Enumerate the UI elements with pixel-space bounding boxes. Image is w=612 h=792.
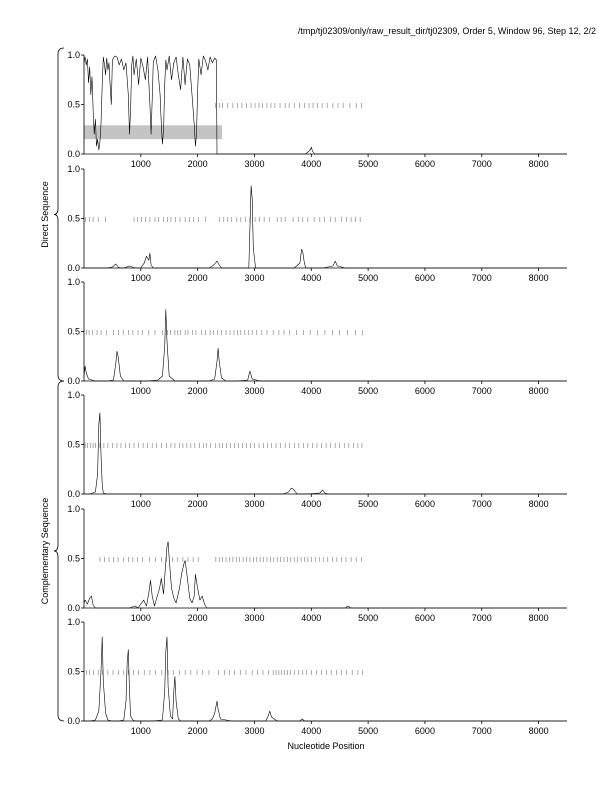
x-tick-label: 6000	[414, 386, 435, 396]
y-tick-label: 0.0	[67, 149, 80, 159]
x-tick-label: 5000	[358, 726, 379, 736]
x-tick-label: 3000	[244, 273, 265, 283]
x-tick-label: 4000	[301, 273, 322, 283]
x-tick-label: 3000	[244, 159, 265, 169]
x-tick-label: 6000	[414, 613, 435, 623]
x-tick-label: 5000	[358, 386, 379, 396]
header-title: /tmp/tj02309/only/raw_result_dir/tj02309, Order 5, Window 96, Step 12, 2/2	[297, 26, 596, 36]
x-tick-label: 4000	[301, 726, 322, 736]
group-label-complementary: Complementary Sequence	[40, 497, 50, 605]
panel-complementary-frame-2	[67, 504, 567, 623]
x-tick-label: 5000	[358, 159, 379, 169]
x-tick-label: 1000	[130, 273, 151, 283]
y-tick-label: 1.0	[67, 504, 80, 514]
x-tick-label: 7000	[471, 159, 492, 169]
x-tick-label: 8000	[528, 499, 549, 509]
y-tick-label: 1.0	[67, 50, 80, 60]
y-tick-label: 0.5	[67, 553, 80, 564]
y-tick-label: 0.5	[67, 439, 80, 450]
x-tick-label: 5000	[358, 613, 379, 623]
panel-complementary-frame-1	[67, 390, 567, 509]
x-tick-label: 2000	[187, 159, 208, 169]
x-tick-label: 1000	[130, 386, 151, 396]
y-tick-label: 0.0	[67, 716, 80, 726]
x-tick-label: 1000	[130, 499, 151, 509]
x-tick-label: 2000	[187, 273, 208, 283]
x-tick-label: 7000	[471, 613, 492, 623]
x-tick-label: 4000	[301, 386, 322, 396]
x-tick-label: 1000	[130, 159, 151, 169]
plot-panels	[67, 50, 567, 736]
x-tick-label: 8000	[528, 273, 549, 283]
series-line-frame-2	[84, 186, 567, 268]
x-tick-label: 8000	[528, 159, 549, 169]
x-tick-label: 7000	[471, 726, 492, 736]
panel-complementary-frame-3	[67, 617, 567, 736]
x-tick-label: 4000	[301, 159, 322, 169]
x-tick-label: 8000	[528, 613, 549, 623]
panel-direct-frame-3	[67, 277, 567, 396]
y-tick-label: 0.0	[67, 603, 80, 613]
y-tick-label: 0.5	[67, 99, 80, 110]
x-tick-label: 3000	[244, 386, 265, 396]
series-line-frame-1	[84, 413, 567, 494]
series-line-frame-1	[84, 56, 567, 154]
x-axis-label: Nucleotide Position	[287, 741, 365, 751]
x-tick-label: 1000	[130, 613, 151, 623]
x-tick-label: 7000	[471, 273, 492, 283]
series-line-frame-2	[84, 542, 567, 608]
series-line-frame-3	[84, 310, 567, 381]
group-label-direct: Direct Sequence	[40, 181, 50, 248]
x-tick-label: 1000	[130, 726, 151, 736]
y-tick-label: 0.5	[67, 213, 80, 224]
y-tick-label: 0.0	[67, 489, 80, 499]
x-tick-label: 3000	[244, 613, 265, 623]
y-tick-label: 0.0	[67, 263, 80, 273]
x-tick-label: 7000	[471, 386, 492, 396]
x-tick-label: 4000	[301, 499, 322, 509]
x-tick-label: 6000	[414, 726, 435, 736]
panel-direct-frame-2	[67, 164, 567, 283]
y-tick-label: 1.0	[67, 390, 80, 400]
panel-direct-frame-1	[67, 50, 567, 169]
x-tick-label: 6000	[414, 159, 435, 169]
x-tick-label: 8000	[528, 726, 549, 736]
x-tick-label: 2000	[187, 613, 208, 623]
group-brace-direct	[40, 48, 64, 381]
x-tick-label: 8000	[528, 386, 549, 396]
x-tick-label: 2000	[187, 726, 208, 736]
group-brace-complementary	[40, 381, 64, 721]
y-tick-label: 0.5	[67, 326, 80, 337]
x-tick-label: 3000	[244, 726, 265, 736]
coding-region-band	[84, 125, 222, 139]
x-tick-label: 7000	[471, 499, 492, 509]
x-tick-label: 5000	[358, 273, 379, 283]
x-tick-label: 5000	[358, 499, 379, 509]
series-line-frame-3	[84, 637, 567, 721]
y-tick-label: 1.0	[67, 277, 80, 287]
x-tick-label: 2000	[187, 499, 208, 509]
x-tick-label: 3000	[244, 499, 265, 509]
y-tick-label: 0.0	[67, 376, 80, 386]
y-tick-label: 1.0	[67, 617, 80, 627]
x-tick-label: 6000	[414, 273, 435, 283]
y-tick-label: 0.5	[67, 666, 80, 677]
x-tick-label: 2000	[187, 386, 208, 396]
x-tick-label: 6000	[414, 499, 435, 509]
y-tick-label: 1.0	[67, 164, 80, 174]
x-tick-label: 4000	[301, 613, 322, 623]
